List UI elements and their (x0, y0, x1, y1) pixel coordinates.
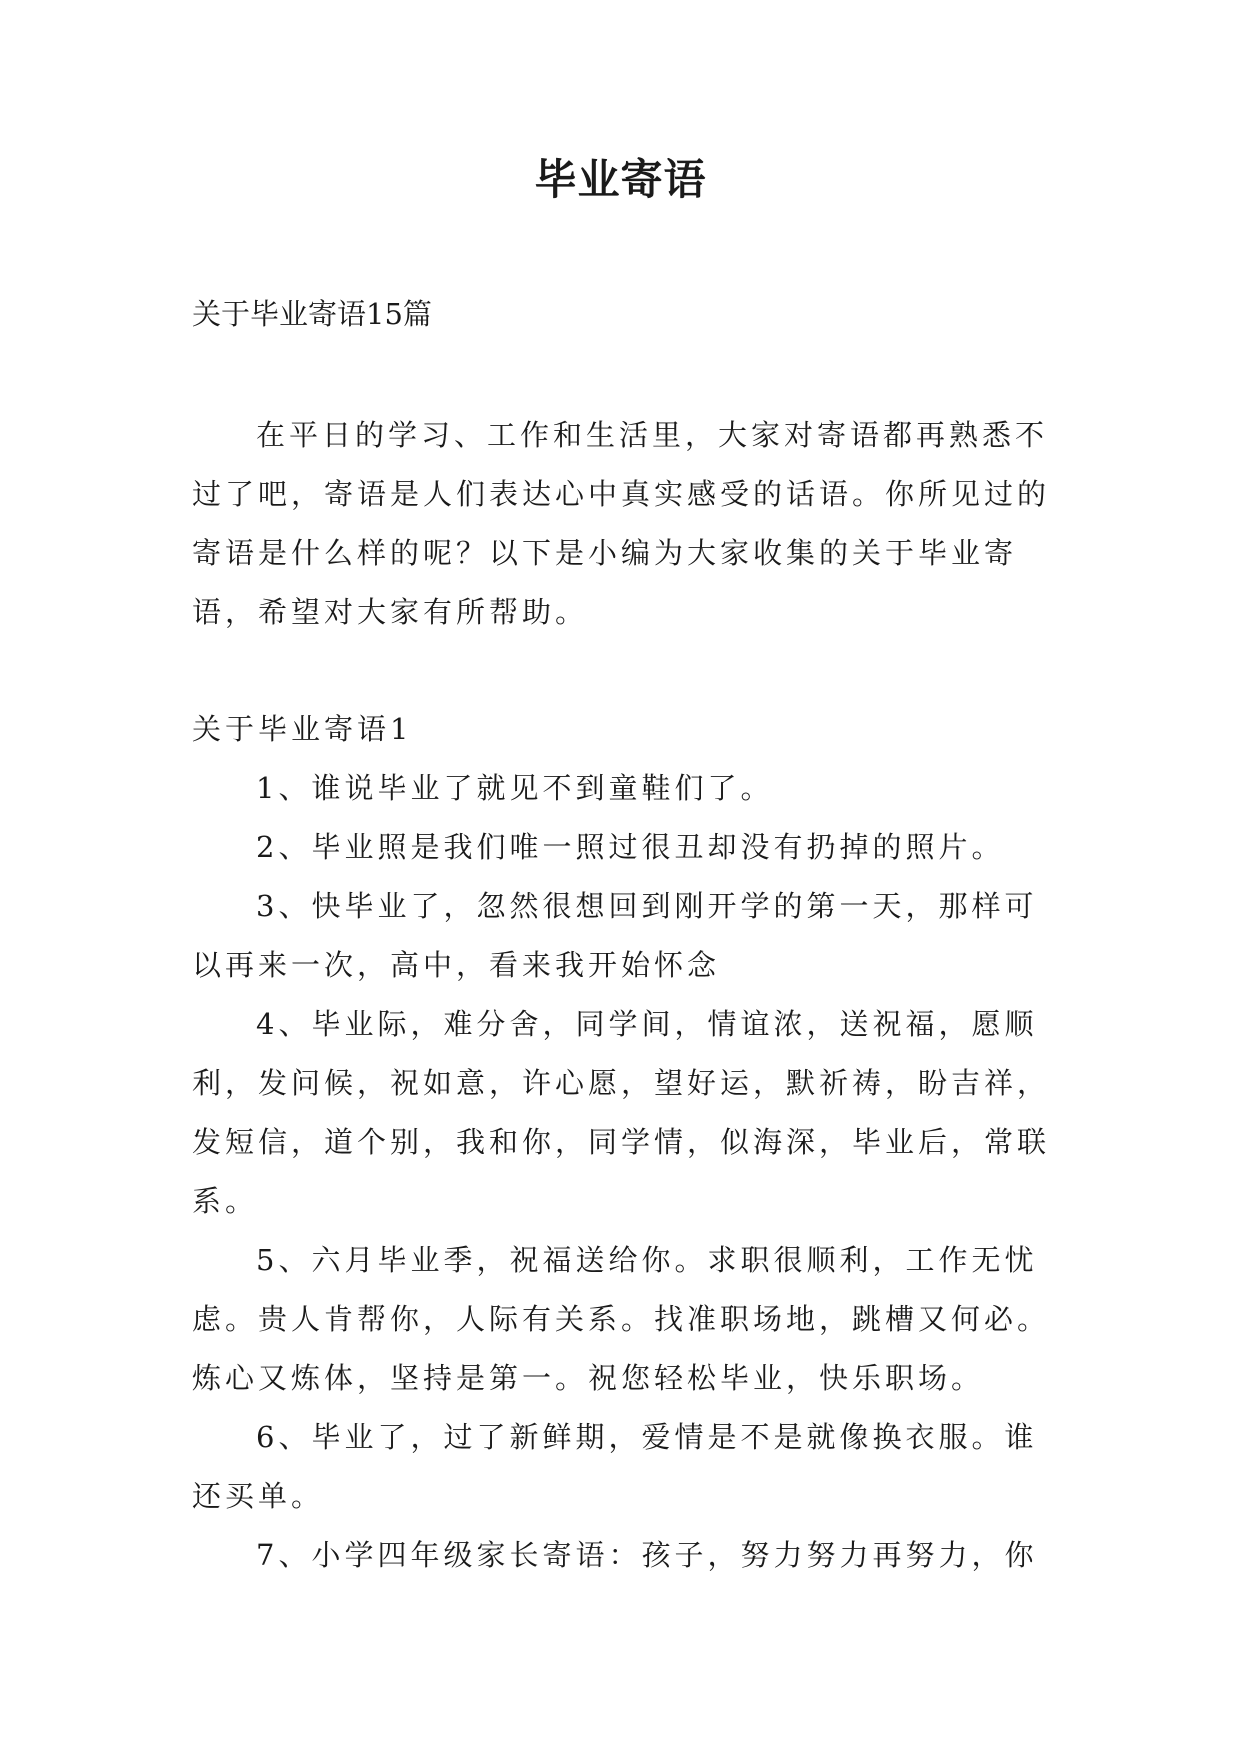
list-item: 5、六月毕业季，祝福送给你。求职很顺利，工作无忧虑。贵人肯帮你，人际有关系。找准职场地，跳槽又何必。炼心又炼体，坚持是第一。祝您轻松毕业，快乐职场。 (192, 1243, 1051, 1395)
section-1 (192, 700, 1052, 1585)
list-item: 4、毕业际，难分舍，同学间，情谊浓，送祝福，愿顺利，发问候，祝如意，许心愿，望好运，默祈祷，盼吉祥，发短信，道个别，我和你，同学情，似海深，毕业后，常联系。 (192, 1007, 1051, 1218)
document-subtitle: 关于毕业寄语15篇 (192, 297, 432, 331)
intro-paragraph: 在平日的学习、工作和生活里，大家对寄语都再熟悉不过了吧，寄语是人们表达心中真实感受的话语。你所见过的寄语是什么样的呢？以下是小编为大家收集的关于毕业寄语，希望对大家有所帮助。 (192, 418, 1051, 629)
list-item: 7、小学四年级家长寄语：孩子，努力努力再努力，你 (256, 1538, 1038, 1572)
list-item: 2、毕业照是我们唯一照过很丑却没有扔掉的照片。 (256, 830, 1005, 864)
intro-paragraph-block (192, 406, 1052, 642)
document-title: 毕业寄语 (534, 155, 707, 204)
list-item: 3、快毕业了，忽然很想回到刚开学的第一天，那样可以再来一次，高中，看来我开始怀念 (192, 889, 1038, 982)
list-item: 1、谁说毕业了就见不到童鞋们了。 (256, 771, 774, 805)
list-item: 6、毕业了，过了新鲜期，爱情是不是就像换衣服。谁还买单。 (192, 1420, 1038, 1513)
section-heading: 关于毕业寄语1 (192, 712, 413, 746)
